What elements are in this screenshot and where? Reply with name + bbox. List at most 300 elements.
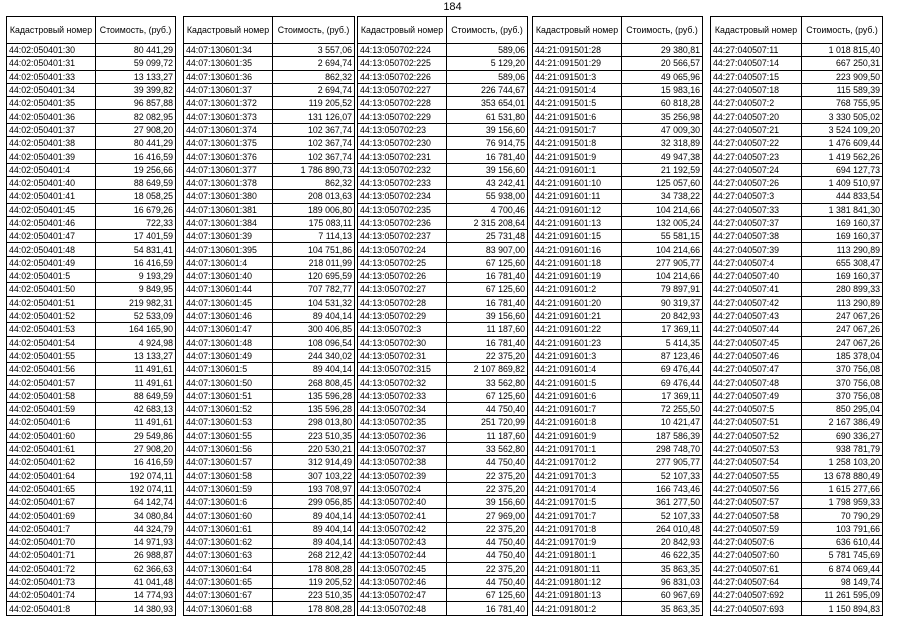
cost-value: 60 818,28 [622,97,703,110]
cadastral-number: 44:27:040507:24 [711,163,802,176]
cadastral-number: 44:21:091701:7 [533,509,622,522]
cost-value: 27 908,20 [96,442,176,455]
cost-value: 11 491,61 [96,363,176,376]
table-row [7,509,176,522]
table-row [358,216,528,229]
table-row [7,44,176,57]
cost-value: 187 586,39 [622,429,703,442]
table-row [184,336,355,349]
table-row [533,230,703,243]
cadastral-number: 44:27:040507:20 [711,110,802,123]
cadastral-number: 44:07:130601:44 [184,283,273,296]
cost-value: 16 781,40 [447,270,528,283]
cost-value: 655 308,47 [802,256,883,269]
table-row [184,562,355,575]
cost-value: 2 694,74 [273,83,355,96]
table-row [358,496,528,509]
table-row [358,97,528,110]
cost-value: 353 654,01 [447,97,528,110]
header-cadastral: Кадастровый номер [533,17,622,44]
cost-value: 41 041,48 [96,575,176,588]
cadastral-number: 44:13:050702:233 [358,176,447,189]
cost-value: 722,33 [96,216,176,229]
cost-value: 312 914,49 [273,456,355,469]
cost-value: 862,32 [273,176,355,189]
cost-value: 1 150 894,83 [802,602,883,615]
table-row [7,363,176,376]
cadastral-number: 44:21:091601:11 [533,190,622,203]
table-row [7,416,176,429]
cadastral-number: 44:02:050401:65 [7,482,96,495]
table-row [711,496,883,509]
table-row [184,389,355,402]
cadastral-number: 44:02:050401:35 [7,97,96,110]
table-row [184,376,355,389]
cost-value: 1 786 890,73 [273,163,355,176]
table-row [184,323,355,336]
cost-value: 17 401,59 [96,230,176,243]
table-row [533,496,703,509]
table-row [358,575,528,588]
cadastral-number: 44:13:050702:230 [358,137,447,150]
cadastral-number: 44:13:050702:27 [358,283,447,296]
cost-value: 55 581,15 [622,230,703,243]
table-row [184,83,355,96]
cadastral-number: 44:13:050702:33 [358,389,447,402]
cost-value: 46 622,35 [622,549,703,562]
cost-value: 298 013,80 [273,416,355,429]
cadastral-number: 44:13:050702:44 [358,549,447,562]
cadastral-number: 44:13:050702:232 [358,163,447,176]
header-cost: Стоимость, (руб.) [622,17,703,44]
cadastral-number: 44:21:091601:9 [533,429,622,442]
cadastral-number: 44:13:050702:234 [358,190,447,203]
table-row [711,469,883,482]
cadastral-number: 44:02:050401:31 [7,57,96,70]
cost-value: 166 743,46 [622,482,703,495]
table-row [184,535,355,548]
cost-value: 33 562,80 [447,442,528,455]
cadastral-number: 44:02:050401:55 [7,349,96,362]
cadastral-number: 44:27:040507:53 [711,442,802,455]
cost-value: 16 679,26 [96,203,176,216]
cost-value: 2 167 386,49 [802,416,883,429]
table-row [358,123,528,136]
cadastral-number: 44:13:050702:38 [358,456,447,469]
cost-table-5 [710,16,883,616]
table-row [711,57,883,70]
cost-value: 16 781,40 [447,602,528,615]
table-row [7,349,176,362]
cost-value: 2 315 208,64 [447,216,528,229]
cost-value: 16 781,40 [447,150,528,163]
cadastral-number: 44:02:050401:38 [7,137,96,150]
table-row [358,509,528,522]
cost-value: 244 340,02 [273,349,355,362]
cost-value: 636 610,44 [802,535,883,548]
table-row [533,256,703,269]
cost-value: 67 125,60 [447,389,528,402]
header-cost: Стоимость, (руб.) [802,17,883,44]
table-row [711,163,883,176]
header-cadastral: Кадастровый номер [358,17,447,44]
table-row [358,296,528,309]
cost-value: 185 378,04 [802,349,883,362]
cost-value: 27 908,20 [96,123,176,136]
cadastral-number: 44:07:130601:62 [184,535,273,548]
table-row [7,283,176,296]
header-cost: Стоимость, (руб.) [273,17,355,44]
table-row [184,97,355,110]
cadastral-number: 44:07:130601:46 [184,309,273,322]
cadastral-number: 44:07:130601:65 [184,575,273,588]
cost-value: 1 476 609,44 [802,137,883,150]
cadastral-number: 44:02:050401:53 [7,323,96,336]
header-cadastral: Кадастровый номер [711,17,802,44]
table-row [711,429,883,442]
cost-value: 223 510,35 [273,429,355,442]
cadastral-number: 44:07:130601:395 [184,243,273,256]
cost-table-3 [357,16,528,616]
cost-value: 6 874 069,44 [802,562,883,575]
table-row [358,403,528,416]
table-row [7,549,176,562]
table-row [711,296,883,309]
cost-value: 938 781,79 [802,442,883,455]
cost-value: 21 192,59 [622,163,703,176]
cost-value: 42 683,13 [96,403,176,416]
cadastral-number: 44:02:050401:74 [7,589,96,602]
cost-value: 49 065,96 [622,70,703,83]
table-row [7,562,176,575]
cost-value: 80 441,29 [96,44,176,57]
table-row [533,456,703,469]
cost-value: 2 107 869,82 [447,363,528,376]
cadastral-number: 44:27:040507:59 [711,522,802,535]
cadastral-number: 44:07:130601:47 [184,323,273,336]
cost-value: 1 018 815,40 [802,44,883,57]
cadastral-number: 44:27:040507:42 [711,296,802,309]
table-row [533,575,703,588]
cadastral-number: 44:27:040507:51 [711,416,802,429]
cadastral-number: 44:21:091501:29 [533,57,622,70]
cost-value: 20 842,93 [622,535,703,548]
cost-value: 13 133,27 [96,70,176,83]
table-row [533,163,703,176]
table-row [358,150,528,163]
table-row [358,456,528,469]
cost-value: 18 058,25 [96,190,176,203]
table-row [184,44,355,57]
table-row [533,416,703,429]
table-row [7,270,176,283]
cadastral-number: 44:02:050401:67 [7,496,96,509]
cadastral-number: 44:27:040507:49 [711,389,802,402]
cost-value: 223 909,50 [802,70,883,83]
cost-value: 1 409 510,97 [802,176,883,189]
cadastral-number: 44:21:091601:16 [533,243,622,256]
cost-value: 44 324,79 [96,522,176,535]
table-row [711,176,883,189]
table-row [7,190,176,203]
cadastral-number: 44:07:130601:52 [184,403,273,416]
table-row [711,110,883,123]
cadastral-number: 44:02:050401:46 [7,216,96,229]
cadastral-number: 44:27:040507:39 [711,243,802,256]
cadastral-number: 44:07:130601:378 [184,176,273,189]
table-row [358,469,528,482]
header-cost: Стоимость, (руб.) [96,17,176,44]
cost-value: 52 107,33 [622,509,703,522]
cadastral-number: 44:21:091801:1 [533,549,622,562]
table-row [184,123,355,136]
table-row [7,163,176,176]
cost-value: 193 708,97 [273,482,355,495]
table-row [358,57,528,70]
cadastral-number: 44:07:130601:49 [184,349,273,362]
cadastral-number: 44:27:040507:5 [711,403,802,416]
table-row [533,376,703,389]
table-row [711,256,883,269]
cadastral-number: 44:13:050702:25 [358,256,447,269]
cost-value: 169 160,37 [802,270,883,283]
cadastral-number: 44:21:091601:7 [533,403,622,416]
table-row [7,296,176,309]
table-row [358,389,528,402]
table-row [7,376,176,389]
cadastral-number: 44:07:130601:37 [184,83,273,96]
table-row [184,429,355,442]
cadastral-number: 44:02:050401:60 [7,429,96,442]
cost-value: 370 756,08 [802,389,883,402]
cadastral-number: 44:21:091601:18 [533,256,622,269]
cost-value: 59 099,72 [96,57,176,70]
cadastral-number: 44:07:130601:55 [184,429,273,442]
cost-value: 14 774,93 [96,589,176,602]
header-row [358,17,528,44]
cadastral-number: 44:27:040507:41 [711,283,802,296]
cost-value: 39 156,60 [447,163,528,176]
cadastral-number: 44:02:050401:62 [7,456,96,469]
table-row [711,589,883,602]
table-row [533,283,703,296]
cost-value: 108 096,54 [273,336,355,349]
cost-value: 220 530,21 [273,442,355,455]
cost-value: 55 938,00 [447,190,528,203]
cadastral-number: 44:13:050702:29 [358,309,447,322]
cadastral-number: 44:07:130601:40 [184,270,273,283]
cadastral-number: 44:13:050702:4 [358,482,447,495]
table-row [711,509,883,522]
cost-value: 175 083,11 [273,216,355,229]
cost-value: 43 242,41 [447,176,528,189]
cadastral-number: 44:21:091701:9 [533,535,622,548]
table-row [7,309,176,322]
cost-value: 44 750,40 [447,403,528,416]
cadastral-number: 44:07:130601:6 [184,496,273,509]
cost-value: 89 404,14 [273,363,355,376]
cost-value: 83 907,00 [447,243,528,256]
cost-value: 11 187,60 [447,323,528,336]
cadastral-number: 44:07:130601:67 [184,589,273,602]
cadastral-number: 44:13:050702:226 [358,70,447,83]
cadastral-number: 44:13:050702:31 [358,349,447,362]
table-row [711,416,883,429]
table-row [184,602,355,615]
cost-value: 11 491,61 [96,416,176,429]
table-row [184,57,355,70]
cost-value: 70 790,29 [802,509,883,522]
cadastral-number: 44:02:050401:6 [7,416,96,429]
cadastral-number: 44:02:050401:69 [7,509,96,522]
cost-value: 88 649,59 [96,389,176,402]
header-row [533,17,703,44]
table-row [358,283,528,296]
table-row [533,389,703,402]
cost-value: 44 750,40 [447,535,528,548]
cost-value: 16 416,59 [96,256,176,269]
cadastral-number: 44:07:130601:373 [184,110,273,123]
cost-value: 96 857,88 [96,97,176,110]
table-row [184,270,355,283]
cadastral-number: 44:21:091601:21 [533,309,622,322]
cadastral-number: 44:07:130601:48 [184,336,273,349]
cadastral-number: 44:13:050702:23 [358,123,447,136]
table-row [184,575,355,588]
cost-value: 119 205,52 [273,97,355,110]
table-row [711,243,883,256]
cost-value: 104 531,32 [273,296,355,309]
cost-value: 49 947,38 [622,150,703,163]
cadastral-number: 44:27:040507:14 [711,57,802,70]
cadastral-number: 44:27:040507:56 [711,482,802,495]
table-row [7,389,176,402]
cost-value: 16 416,59 [96,150,176,163]
cadastral-number: 44:27:040507:47 [711,363,802,376]
cadastral-number: 44:02:050401:72 [7,562,96,575]
cost-value: 62 366,63 [96,562,176,575]
cadastral-number: 44:21:091601:4 [533,363,622,376]
table-row [184,163,355,176]
table-row [533,123,703,136]
table-row [711,97,883,110]
cost-value: 19 256,66 [96,163,176,176]
table-row [184,522,355,535]
cost-value: 280 899,33 [802,283,883,296]
cadastral-number: 44:21:091501:9 [533,150,622,163]
table-row [533,190,703,203]
cost-value: 164 165,90 [96,323,176,336]
cadastral-number: 44:13:050702:224 [358,44,447,57]
cadastral-number: 44:27:040507:38 [711,230,802,243]
table-row [711,336,883,349]
table-row [711,549,883,562]
table-row [184,283,355,296]
cadastral-number: 44:02:050401:51 [7,296,96,309]
cadastral-number: 44:21:091601:6 [533,389,622,402]
cost-value: 44 750,40 [447,456,528,469]
cost-value: 169 160,37 [802,230,883,243]
cadastral-number: 44:07:130601:53 [184,416,273,429]
cost-value: 768 755,95 [802,97,883,110]
table-row [358,349,528,362]
cost-value: 1 381 841,30 [802,203,883,216]
table-row [184,349,355,362]
cadastral-number: 44:21:091601:10 [533,176,622,189]
table-row [184,469,355,482]
cadastral-number: 44:21:091501:3 [533,70,622,83]
cost-value: 444 833,54 [802,190,883,203]
cadastral-number: 44:13:050702:46 [358,575,447,588]
cadastral-number: 44:02:050401:5 [7,270,96,283]
cost-value: 178 808,28 [273,562,355,575]
cost-value: 104 214,66 [622,203,703,216]
cost-value: 104 751,86 [273,243,355,256]
table-row [533,97,703,110]
cadastral-number: 44:13:050702:231 [358,150,447,163]
table-row [184,442,355,455]
cadastral-number: 44:27:040507:57 [711,496,802,509]
cadastral-number: 44:21:091701:2 [533,456,622,469]
cadastral-number: 44:21:091501:6 [533,110,622,123]
table-row [533,403,703,416]
cadastral-number: 44:13:050702:32 [358,376,447,389]
cadastral-number: 44:27:040507:58 [711,509,802,522]
table-row [7,469,176,482]
cadastral-number: 44:07:130601:64 [184,562,273,575]
cost-table-2 [183,16,355,616]
table-row [533,243,703,256]
cadastral-number: 44:13:050702:43 [358,535,447,548]
cost-value: 218 011,99 [273,256,355,269]
cost-value: 33 562,80 [447,376,528,389]
cadastral-number: 44:21:091801:11 [533,562,622,575]
cost-value: 88 649,59 [96,176,176,189]
table-row [7,256,176,269]
cadastral-number: 44:27:040507:11 [711,44,802,57]
table-row [358,176,528,189]
cadastral-number: 44:27:040507:692 [711,589,802,602]
table-row [184,203,355,216]
cadastral-number: 44:02:050401:7 [7,522,96,535]
cost-value: 35 863,35 [622,602,703,615]
cadastral-number: 44:07:130601:4 [184,256,273,269]
table-row [711,230,883,243]
table-row [7,230,176,243]
cadastral-number: 44:02:050401:64 [7,469,96,482]
table-row [711,270,883,283]
table-row [184,456,355,469]
table-row [358,376,528,389]
table-row [711,403,883,416]
cost-value: 120 695,59 [273,270,355,283]
cadastral-number: 44:13:050702:30 [358,336,447,349]
table-row [7,216,176,229]
cost-value: 3 330 505,02 [802,110,883,123]
table-row [184,509,355,522]
table-row [184,589,355,602]
cadastral-number: 44:02:050401:34 [7,83,96,96]
table-row [533,309,703,322]
cost-value: 102 367,74 [273,123,355,136]
table-row [358,562,528,575]
cadastral-number: 44:21:091601:2 [533,283,622,296]
cadastral-number: 44:02:050401:73 [7,575,96,588]
cost-value: 370 756,08 [802,376,883,389]
cadastral-number: 44:27:040507:6 [711,535,802,548]
cost-value: 113 290,89 [802,243,883,256]
cost-value: 102 367,74 [273,150,355,163]
